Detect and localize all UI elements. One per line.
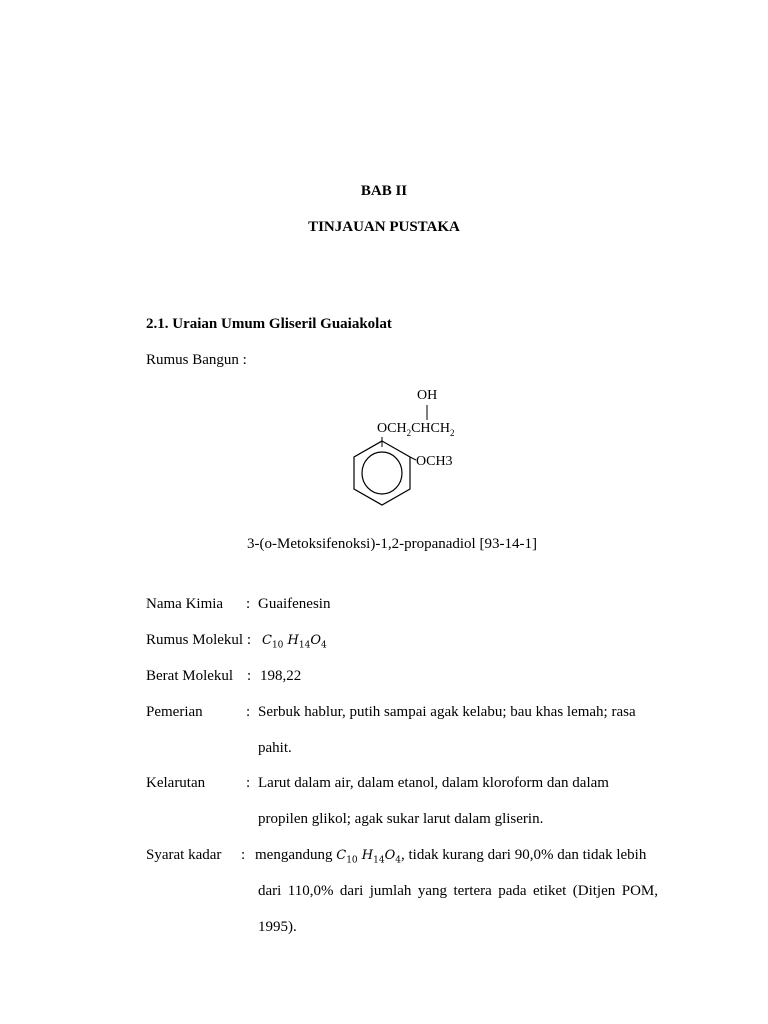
syarat-kadar-line-3: 1995). (258, 919, 297, 935)
benzene-ring-structure (340, 400, 440, 510)
berat-molekul-colon: : (247, 668, 252, 684)
syarat-kadar-line-2: dari 110,0% dari jumlah yang tertera pada etiket (Ditjen POM, (258, 883, 658, 899)
chapter-number: BAB II (360, 183, 408, 199)
syarat-kadar-colon: : (241, 847, 246, 863)
rumus-bangun-label: Rumus Bangun : (146, 352, 247, 368)
rumus-molekul-formula: $C_{10}$ $H_{14}O_4$ (262, 633, 327, 651)
rumus-molekul-label: Rumus Molekul : (146, 632, 252, 648)
nama-kimia-value: Guaifenesin (258, 596, 331, 612)
syarat-kadar-label: Syarat kadar (146, 847, 222, 863)
berat-molekul-label: Berat Molekul (146, 668, 234, 684)
pemerian-label: Pemerian (146, 704, 203, 720)
kelarutan-line-1: Larut dalam air, dalam etanol, dalam kloroform dan dalam (258, 775, 609, 791)
syarat-kadar-line-1: mengandung $C_{10}$ $H_{14}O_4$, tidak kurang dari 90,0% dan tidak lebih (255, 847, 647, 866)
nama-kimia-colon: : (246, 596, 251, 612)
kelarutan-colon: : (246, 775, 251, 791)
pemerian-line-1: Serbuk hablur, putih sampai agak kelabu; bau khas lemah; rasa (258, 704, 636, 720)
kelarutan-label: Kelarutan (146, 775, 206, 791)
chapter-title: TINJAUAN PUSTAKA (308, 219, 460, 235)
nama-kimia-label: Nama Kimia (146, 596, 224, 612)
propanediol-chain-label: $OCH_2CHCH_2$ (377, 421, 455, 438)
pemerian-line-2: pahit. (258, 740, 292, 756)
kelarutan-line-2: propilen glikol; agak sukar larut dalam gliserin. (258, 811, 544, 827)
berat-molekul-value: 198,22 (260, 668, 302, 684)
hydroxyl-label: OH (417, 388, 438, 403)
methoxy-label: OCH3 (416, 454, 453, 469)
pemerian-colon: : (246, 704, 251, 720)
section-heading: 2.1. Uraian Umum Gliseril Guaiakolat (146, 316, 392, 332)
structure-caption: 3-(o-Metoksifenoksi)-1,2-propanadiol [93-14-1] (247, 536, 537, 552)
